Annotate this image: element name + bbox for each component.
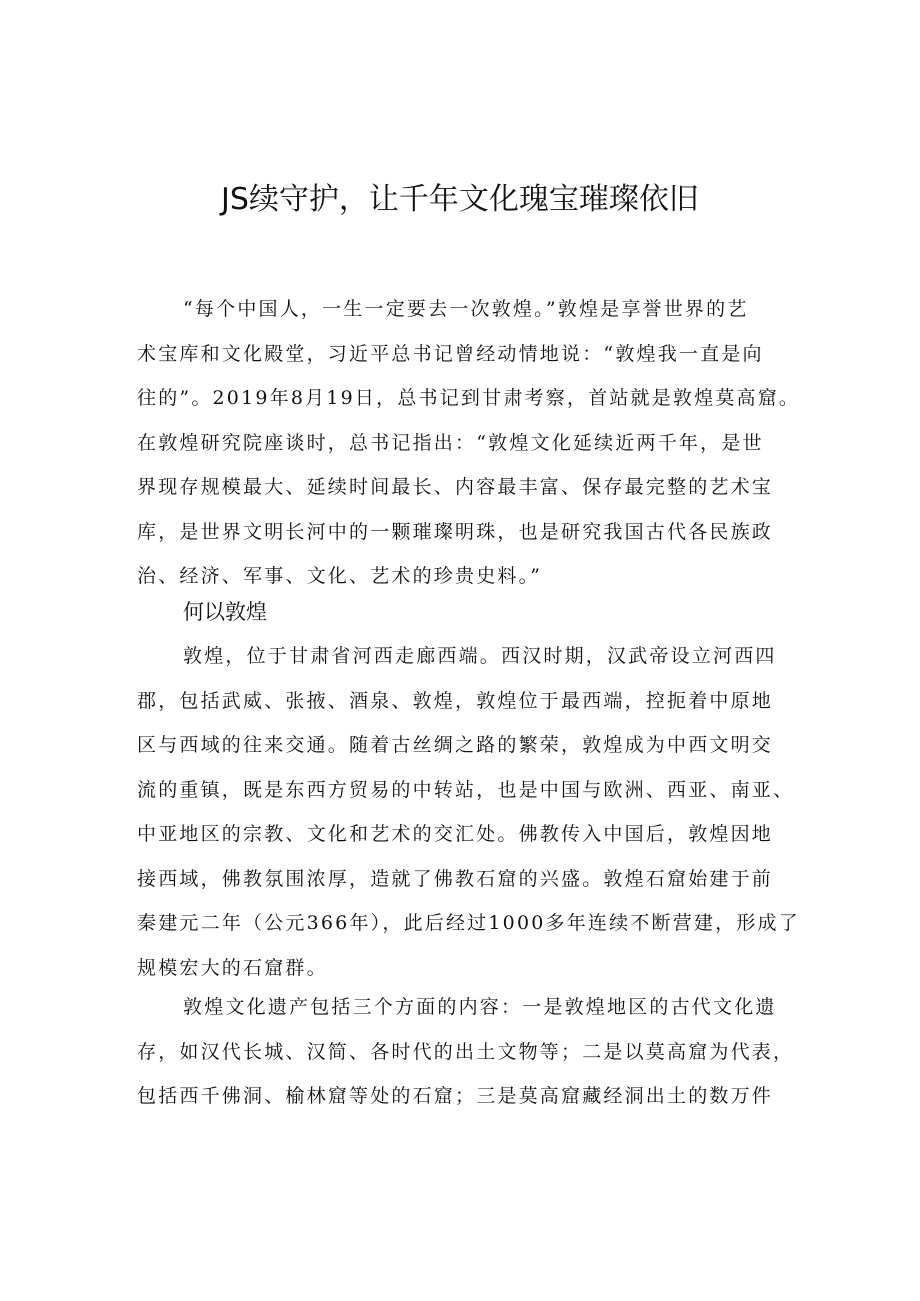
paragraph-dunhuang-location	[137, 634, 800, 990]
paragraph-line: 术宝库和文化殿堂，习近平总书记曾经动情地说：“敦煌我一直是向	[137, 342, 764, 365]
paragraph-intro	[137, 287, 801, 599]
paragraph-line: 接西域，佛教氛围浓厚，造就了佛教石窟的兴盛。敦煌石窟始建于前	[137, 867, 774, 890]
paragraph-line: 规模宏大的石窟群。	[137, 956, 328, 979]
paragraph-line: “每个中国人，一生一定要去一次敦煌。”敦煌是享誉世界的艺	[183, 298, 749, 320]
paragraph-line: 往的”。2019年8月19日，总书记到甘肃考察，首站就是敦煌莫高窟。	[137, 387, 801, 409]
paragraph-line: 流的重镇，既是东西方贸易的中转站，也是中国与欧洲、西亚、南亚、	[137, 778, 795, 801]
paragraph-line: 包括西千佛洞、榆林窟等处的石窟；三是莫高窟藏经洞出土的数万件	[137, 1085, 774, 1107]
paragraph-line: 中亚地区的宗教、文化和艺术的交汇处。佛教传入中国后，敦煌因地	[137, 823, 774, 845]
paragraph-line: 库，是世界文明长河中的一颗璀璨明珠，也是研究我国古代各民族政	[137, 520, 774, 543]
paragraph-line: 敦煌，位于甘肃省河西走廊西端。西汉时期，汉武帝设立河西四	[183, 645, 777, 667]
paragraph-line: 存，如汉代长城、汉简、各时代的出土文物等；二是以莫高窟为代表，	[137, 1040, 795, 1063]
paragraph-heritage	[137, 985, 797, 1119]
paragraph-line: 秦建元二年（公元366年），此后经过1000多年连续不断营建，形成了	[137, 912, 800, 934]
paragraph-line: 治、经济、军事、文化、艺术的珍贵史料。”	[137, 565, 543, 587]
paragraph-line: 在敦煌研究院座谈时，总书记指出：“敦煌文化延续近两千年，是世	[137, 431, 764, 454]
paragraph-line: 敦煌文化遗产包括三个方面的内容：一是敦煌地区的古代文化遗	[183, 996, 777, 1018]
paragraph-line: 郡，包括武威、张掖、酒泉、敦煌，敦煌位于最西端，控扼着中原地	[137, 689, 774, 712]
document-title: JS续守护，让千年文化瑰宝璀璨依旧	[221, 182, 699, 217]
paragraph-line: 界现存规模最大、延续时间最长、内容最丰富、保存最完整的艺术宝	[137, 476, 774, 498]
section-heading: 何以敦煌	[183, 600, 267, 624]
paragraph-line: 区与西域的往来交通。随着古丝绸之路的繁荣，敦煌成为中西文明交	[137, 734, 774, 756]
